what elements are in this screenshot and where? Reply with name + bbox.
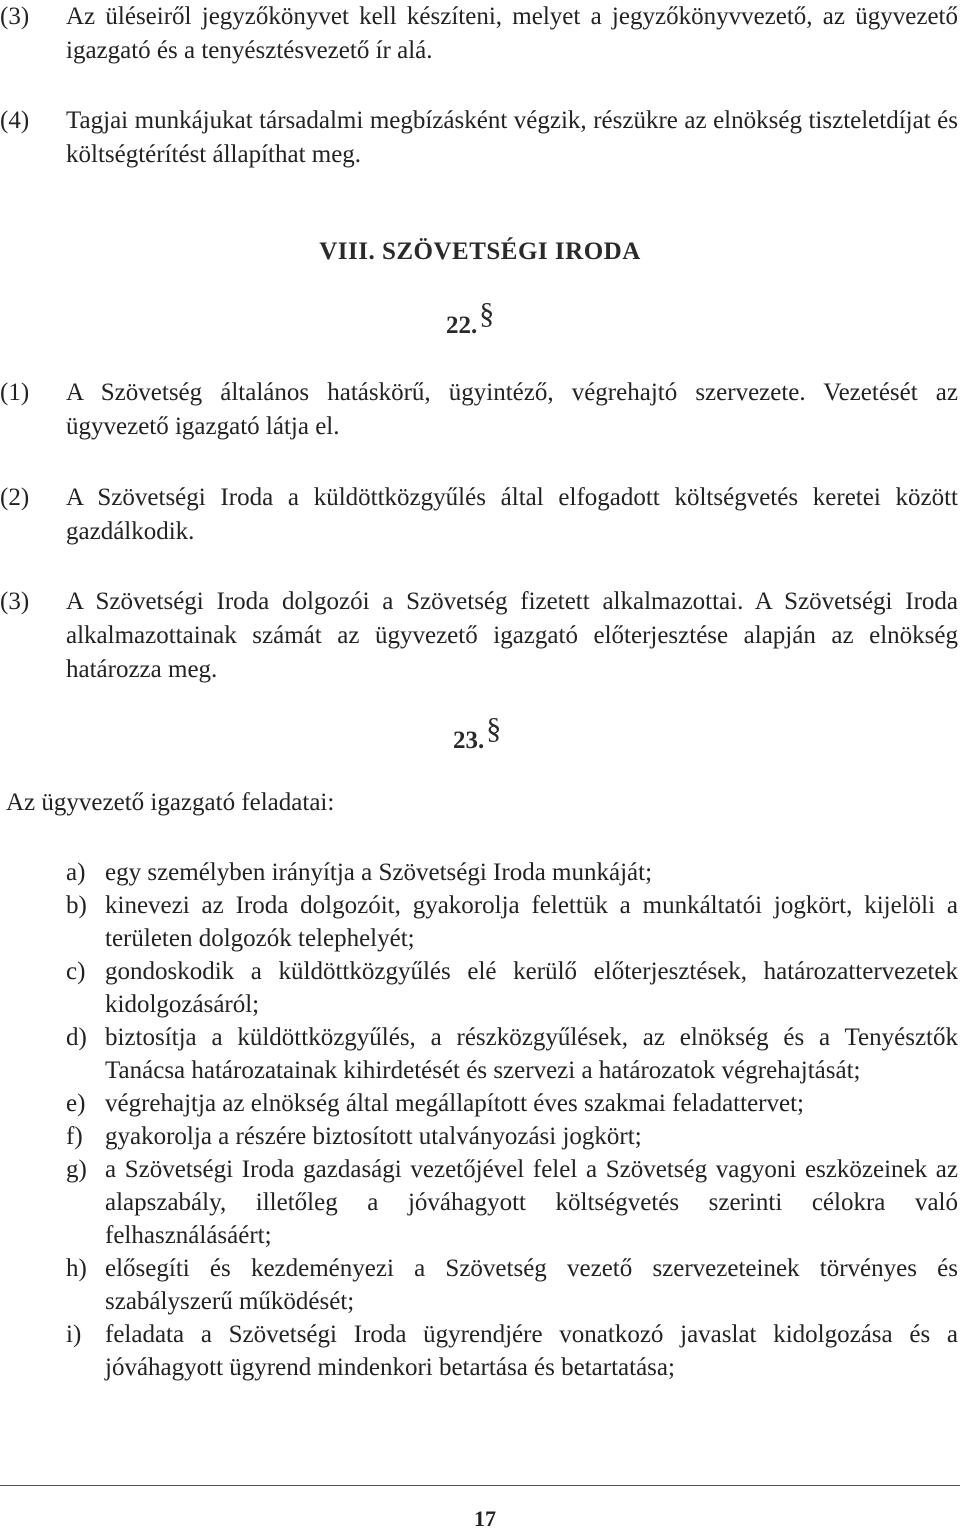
list-item-label: a) xyxy=(66,859,86,886)
paragraph-item xyxy=(0,376,958,444)
list-item-label: h) xyxy=(66,1255,87,1282)
paragraph-text: Tagjai munkájukat társadalmi megbízásként végzik, részükre az elnökség tiszteletdíjat és költségtérítést állapíthat meg. xyxy=(66,107,958,168)
list-item-text: feladata a Szövetségi Iroda ügyrendjére vonatkozó javaslat kidolgozása és a jóváhagyott ügyrend mindenkori betartása és betartatása; xyxy=(105,1321,958,1381)
list-item-label: b) xyxy=(66,892,87,919)
list-item xyxy=(66,1120,958,1153)
list-item xyxy=(66,856,958,889)
list-item-text: gyakorolja a részére biztosított utalványozási jogkört; xyxy=(105,1123,642,1150)
list-item-text: biztosítja a küldöttközgyűlés, a részközgyűlések, az elnökség és a Tenyésztők Tanácsa határozatainak kihirdetését és szervezi a határozatok végrehajtását; xyxy=(105,1024,958,1084)
list-item-label: d) xyxy=(66,1024,87,1051)
paragraph-number: (2) xyxy=(0,484,30,511)
list-item-label: c) xyxy=(66,958,86,985)
list-item-text: kinevezi az Iroda dolgozóit, gyakorolja felettük a munkáltatói jogkört, kijelöli a területen dolgozók telephelyét; xyxy=(105,892,958,952)
footer-divider xyxy=(0,1485,960,1486)
section-sign: § xyxy=(486,712,502,745)
paragraph-number: (1) xyxy=(0,379,30,406)
section-number-value: 23. xyxy=(453,727,485,754)
page-number: 17 xyxy=(474,1506,496,1531)
paragraph-text: A Szövetségi Iroda a küldöttközgyűlés által elfogadott költségvetés keretei között gazdálkodik. xyxy=(66,484,958,545)
list-item xyxy=(66,1318,958,1384)
list-item-text: elősegíti és kezdeményezi a Szövetség vezető szervezeteinek törvényes és szabályszerű működését; xyxy=(105,1255,958,1315)
paragraph-text: A Szövetség általános hatáskörű, ügyintéző, végrehajtó szervezete. Vezetését az ügyvezető igazgató látja el. xyxy=(66,379,958,440)
list-item xyxy=(66,889,958,955)
paragraph-number: (3) xyxy=(0,588,30,615)
list-intro: Az ügyvezető igazgató feladatai: xyxy=(6,789,335,816)
list-item-text: végrehajtja az elnökség által megállapított éves szakmai feladattervet; xyxy=(105,1090,804,1117)
section-number-value: 22. xyxy=(446,312,478,339)
list-item-label: i) xyxy=(66,1321,82,1348)
paragraph-item xyxy=(0,104,958,172)
list-item xyxy=(66,1252,958,1318)
paragraph-number: (4) xyxy=(0,107,30,134)
section-number xyxy=(453,712,502,756)
paragraph-text: Az üléseiről jegyzőkönyvet kell készíteni, melyet a jegyzőkönyvvezető, az ügyvezető igazgató és a tenyésztésvezető ír alá. xyxy=(66,3,958,64)
list-item-label: e) xyxy=(66,1090,86,1117)
list-item-text: gondoskodik a küldöttközgyűlés elé kerülő előterjesztések, határozattervezetek kidolgozásáról; xyxy=(105,958,958,1018)
section-number xyxy=(446,297,495,341)
list-item-text: a Szövetségi Iroda gazdasági vezetőjével felel a Szövetség vagyoni eszközeinek az alapszabály, illetőleg a jóváhagyott költségvetés szerinti célokra való felhasználásáért; xyxy=(105,1156,958,1249)
paragraph-number: (3) xyxy=(0,3,30,30)
list-item xyxy=(66,1021,958,1087)
duties-list xyxy=(66,856,958,1384)
paragraph-item xyxy=(0,585,958,687)
list-item xyxy=(66,1087,958,1120)
list-item xyxy=(66,1153,958,1252)
paragraph-text: A Szövetségi Iroda dolgozói a Szövetség fizetett alkalmazottai. A Szövetségi Iroda alkalmazottainak számát az ügyvezető igazgató előterjesztése alapján az elnökség határozza meg. xyxy=(66,588,958,683)
paragraph-item xyxy=(0,481,958,549)
list-item-text: egy személyben irányítja a Szövetségi Iroda munkáját; xyxy=(105,859,653,886)
list-item xyxy=(66,955,958,1021)
section-sign: § xyxy=(479,297,495,330)
chapter-heading: VIII. SZÖVETSÉGI IRODA xyxy=(319,238,641,265)
paragraph-item xyxy=(0,0,958,68)
list-item-label: f) xyxy=(66,1123,83,1150)
list-item-label: g) xyxy=(66,1156,87,1183)
